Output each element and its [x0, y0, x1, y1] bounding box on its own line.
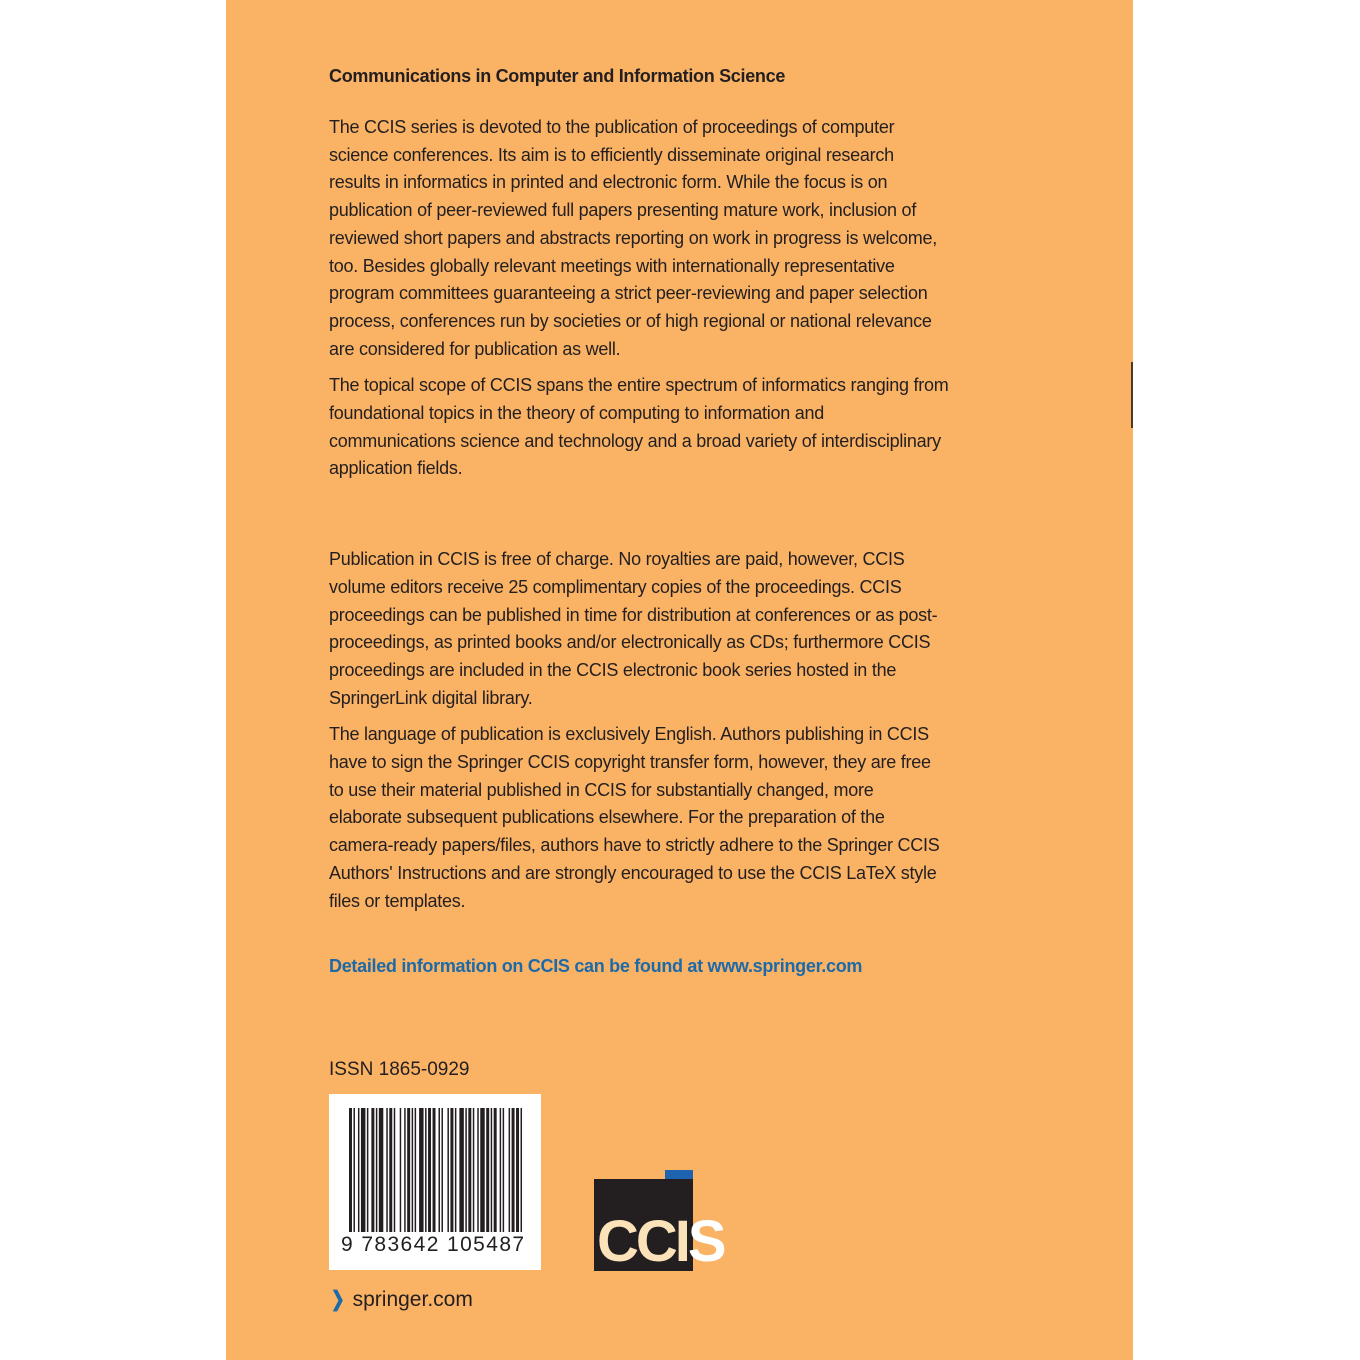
barcode-bar [503, 1108, 504, 1232]
springer-website[interactable] [329, 1284, 473, 1316]
barcode-bar [407, 1108, 410, 1232]
barcode-bar [473, 1108, 474, 1232]
barcode-bar [415, 1108, 416, 1232]
cover-text-block [329, 60, 949, 981]
barcode-bar [379, 1108, 383, 1232]
logo-letters: CCIS [597, 1209, 724, 1274]
barcode-bar [389, 1108, 392, 1232]
barcode-bar [500, 1108, 501, 1232]
paragraph-topical-scope: The topical scope of CCIS spans the entire spectrum of informatics ranging from foundational topics in the theory of computing to information and communications science and technology and a broad variety of interdisciplinary application fields. [329, 375, 949, 479]
series-title: Communications in Computer and Information Science [329, 66, 786, 86]
barcode-bars [349, 1108, 525, 1232]
chevron-right-icon: ❯ [330, 1288, 345, 1311]
barcode-bar [386, 1108, 387, 1232]
barcode-bar [433, 1108, 436, 1232]
barcode-bar [509, 1108, 510, 1232]
barcode-bar [394, 1108, 395, 1232]
issn-label: ISSN 1865-0929 [329, 1059, 470, 1080]
barcode-bar [400, 1108, 401, 1232]
barcode-bar [516, 1108, 519, 1232]
spine-edge [1131, 362, 1133, 428]
book-back-cover [226, 0, 1133, 1360]
barcode-bar [349, 1108, 352, 1232]
barcode-bar [480, 1108, 484, 1232]
barcode-bar [371, 1108, 374, 1232]
barcode-bar [376, 1108, 377, 1232]
barcode-bar [491, 1108, 492, 1232]
barcode-bar [486, 1108, 489, 1232]
barcode-bar [459, 1108, 463, 1232]
barcode-bar [361, 1108, 365, 1232]
paragraph-language: The language of publication is exclusively English. Authors publishing in CCIS have to sign the Springer CCIS copyright transfer form, however, they are free to use their material published in CCIS for substantially changed, more elaborate subsequent publications elsewhere. For the preparation of the camera-ready papers/files, authors have to strictly adhere to the Springer CCIS Authors' Instructions and are strongly encouraged to use the CCIS LaTeX style files or templates. [329, 724, 940, 911]
barcode-bar [455, 1108, 456, 1232]
barcode-bar [438, 1108, 439, 1232]
barcode-bar [367, 1108, 368, 1232]
barcode-bar [404, 1108, 405, 1232]
barcode-bar [425, 1108, 426, 1232]
info-link[interactable]: Detailed information on CCIS can be found at www.springer.com [329, 956, 863, 977]
barcode-bar [521, 1108, 522, 1232]
barcode [329, 1094, 541, 1270]
paragraph-publication-terms: Publication in CCIS is free of charge. No royalties are paid, however, CCIS volume editors receive 25 complimentary copies of the proceedings. CCIS proceedings can be published in time for distribution at conferences or as post-proceedings, as printed books and/or electronically as CDs; furthermore CCIS proceedings are included in the CCIS electronic book series hosted in the SpringerLink digital library. [329, 549, 938, 708]
barcode-bar [477, 1108, 478, 1232]
barcode-bar [468, 1108, 471, 1232]
barcode-bar [358, 1108, 359, 1232]
barcode-bar [447, 1108, 448, 1232]
springer-website-label: springer.com [352, 1288, 473, 1311]
paragraph-gap [329, 492, 949, 546]
barcode-bar [419, 1108, 423, 1232]
barcode-bar [512, 1108, 515, 1232]
barcode-bar [428, 1108, 431, 1232]
barcode-bar [441, 1108, 442, 1232]
barcode-bar [450, 1108, 453, 1232]
barcode-bar [353, 1108, 354, 1232]
paragraph-series-description: The CCIS series is devoted to the publication of proceedings of computer science conferences. Its aim is to efficiently disseminate original research results in informatics in printed and electronic form. While the focus is on publication of peer-reviewed full papers presenting mature work, inclusion of reviewed short papers and abstracts reporting on work in progress is welcome, too. Besides globally relevant meetings with internationally representative program committees guaranteeing a strict peer-reviewing and paper selection process, conferences run by societies or of high regional or national relevance are considered for publication as well. [329, 117, 938, 359]
barcode-bar [494, 1108, 497, 1232]
barcode-bar [465, 1108, 466, 1232]
barcode-bar [412, 1108, 413, 1232]
ccis-logo [594, 1170, 724, 1274]
barcode-digits: 9 783642 105487 [341, 1233, 526, 1256]
